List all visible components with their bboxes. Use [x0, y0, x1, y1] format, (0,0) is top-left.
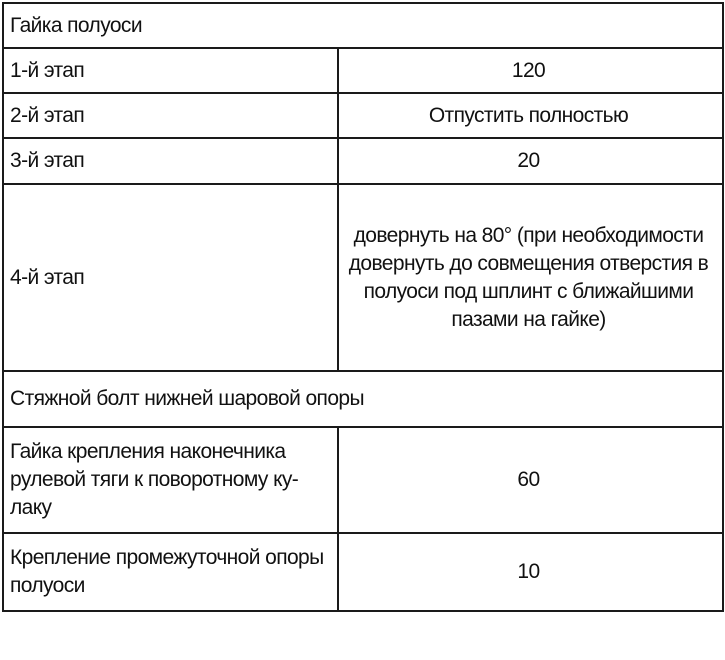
row-value: 120: [338, 48, 723, 93]
row-label: Крепление промежуточной опоры полуоси: [3, 533, 338, 611]
row-label: 4-й этап: [3, 184, 338, 371]
row-value: довернуть на 80° (при необходимости довернуть до совмещения отверстия в полуоси под шплинт с ближайшими пазами на гайке): [338, 184, 723, 371]
torque-spec-table: [2, 2, 724, 612]
section-title: Стяжной болт нижней шаровой опоры: [3, 371, 723, 427]
row-value: 60: [338, 427, 723, 533]
table-section-row: [3, 3, 723, 48]
row-label: Гайка крепления наконечника рулевой тяги к поворотному ку-лаку: [3, 427, 338, 533]
row-label: 2-й этап: [3, 93, 338, 138]
table-section-row: [3, 371, 723, 427]
table-row: [3, 427, 723, 533]
row-label: 1-й этап: [3, 48, 338, 93]
row-value: 10: [338, 533, 723, 611]
table-row: [3, 184, 723, 371]
table-row: [3, 48, 723, 93]
table-row: [3, 93, 723, 138]
section-title: Гайка полуоси: [3, 3, 723, 48]
row-value: 20: [338, 138, 723, 184]
table-row: [3, 533, 723, 611]
table-row: [3, 138, 723, 184]
row-label: 3-й этап: [3, 138, 338, 184]
row-value: Отпустить полностью: [338, 93, 723, 138]
